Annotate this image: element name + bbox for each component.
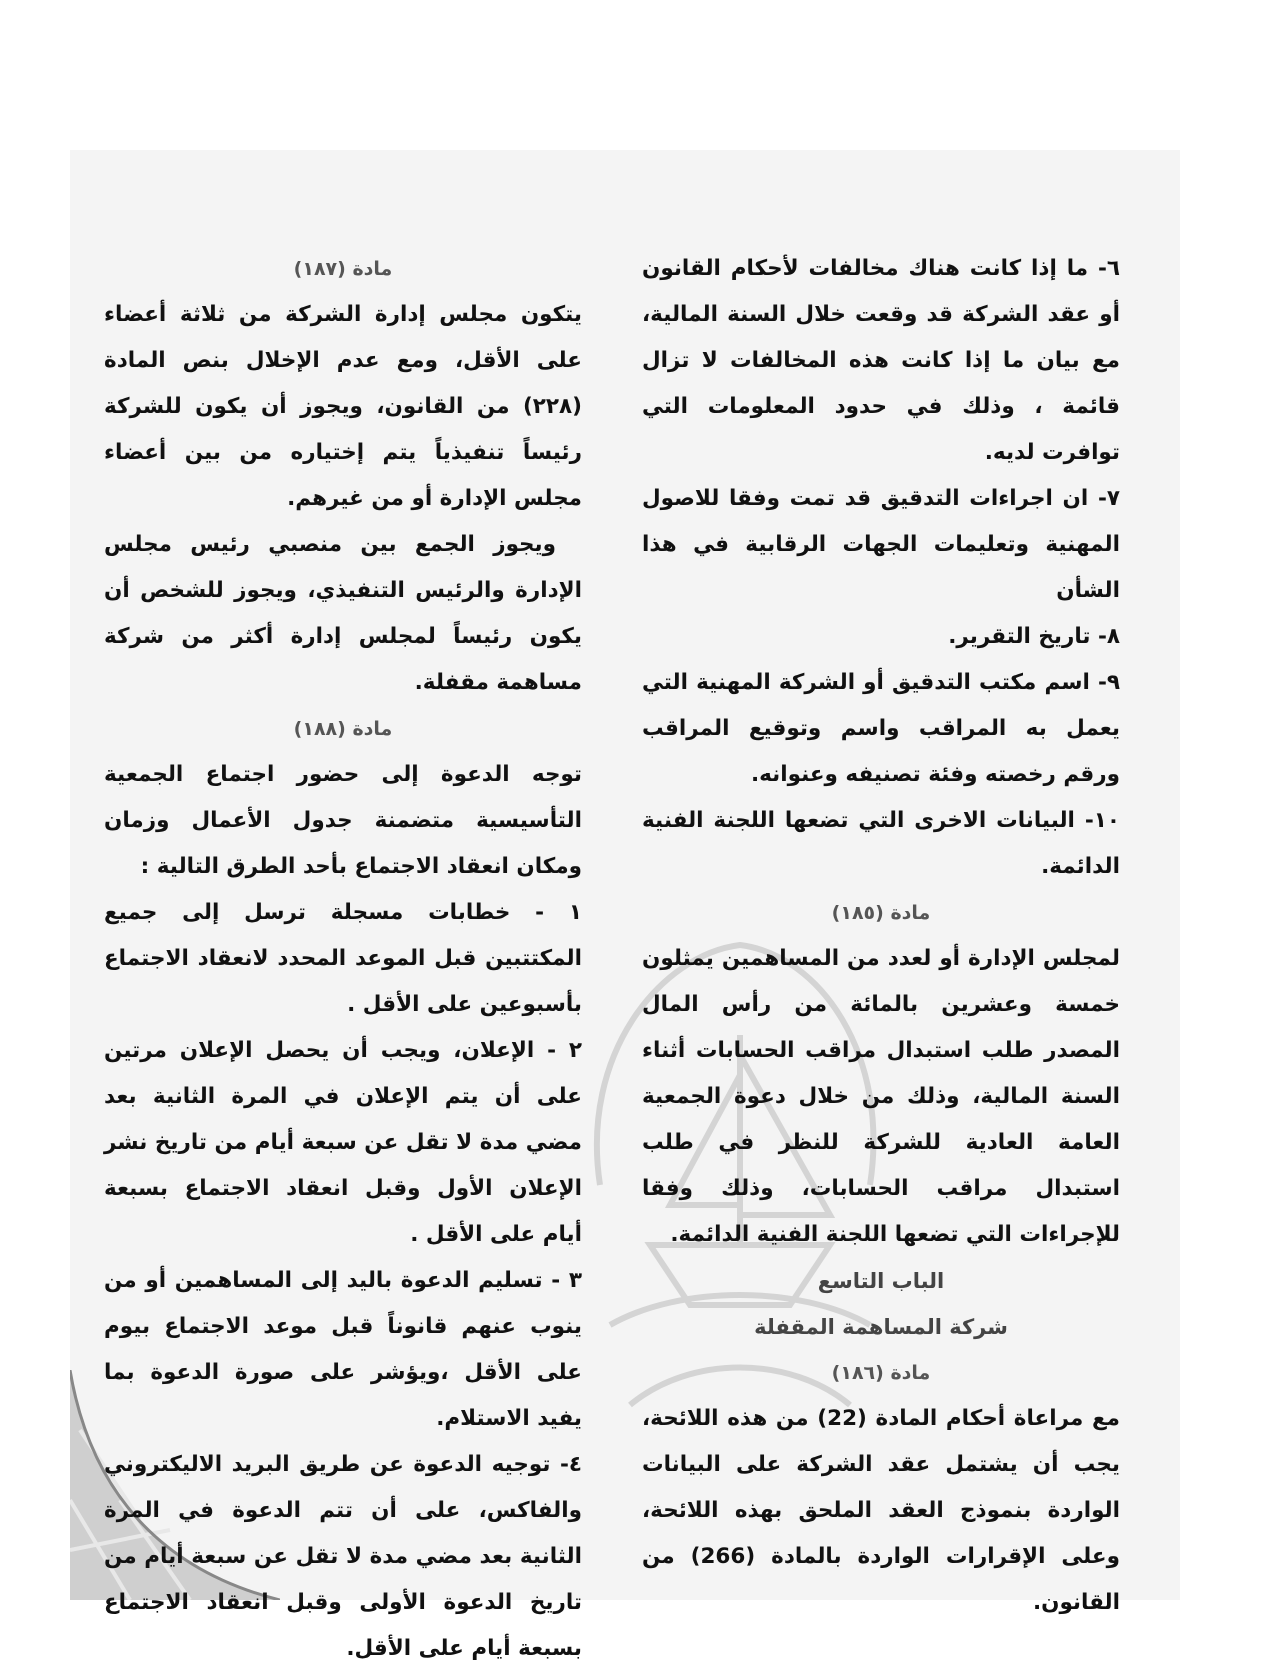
method-2: ٢ - الإعلان، ويجب أن يحصل الإعلان مرتين على أن يتم الإعلان في المرة الثانية بعد مضي مدة لا تقل عن سبعة أيام من تاريخ نشر الإعلان الأول وقبل انعقاد الاجتماع بسبعة أيام على الأقل . xyxy=(104,1038,582,1247)
item-10: ١٠- البيانات الاخرى التي تضعها اللجنة الفنية الدائمة. xyxy=(642,808,1120,879)
method-1: ١ - خطابات مسجلة ترسل إلى جميع المكتتبين قبل الموعد المحدد لانعقاد الاجتماع بأسبوعين على الأقل . xyxy=(104,900,582,1017)
item-8: ٨- تاريخ التقرير. xyxy=(948,624,1120,649)
item-7: ٧- ان اجراءات التدقيق قد تمت وفقا للاصول المهنية وتعليمات الجهات الرقابية في هذا الشأن xyxy=(642,486,1120,603)
method-4: ٤- توجيه الدعوة عن طريق البريد الاليكتروني والفاكس، على أن تتم الدعوة في المرة الثانية بعد مضي مدة لا تقل عن سبعة أيام من تاريخ الدعوة الأولى وقبل انعقاد الاجتماع بسبعة أيام على الأقل. xyxy=(104,1452,582,1661)
article-188-heading: مادة (١٨٨) xyxy=(293,718,393,740)
article-186-body: مع مراعاة أحكام المادة (22) من هذه اللائحة، يجب أن يشتمل عقد الشركة على البيانات الواردة بنموذج العقد الملحق بهذه اللائحة، وعلى الإقرارات الواردة بالمادة (266) من القانون. xyxy=(642,1406,1120,1615)
article-185-body: لمجلس الإدارة أو لعدد من المساهمين يمثلون خمسة وعشرين بالمائة من رأس المال المصدر طلب استبدال مراقب الحسابات أثناء السنة المالية، وذلك من خلال دعوة الجمعية العامة العادية للشركة للنظر في طلب استبدال مراقب الحسابات، وذلك وفقا للإجراءات التي تضعها اللجنة الفنية الدائمة. xyxy=(642,946,1120,1247)
right-column xyxy=(642,246,1120,1626)
article-186-heading: مادة (١٨٦) xyxy=(831,1362,931,1384)
article-187-heading: مادة (١٨٧) xyxy=(293,258,393,280)
article-185-heading: مادة (١٨٥) xyxy=(831,902,931,924)
chapter-subtitle: شركة المساهمة المقفلة xyxy=(754,1315,1008,1339)
article-187-body: يتكون مجلس إدارة الشركة من ثلاثة أعضاء على الأقل، ومع عدم الإخلال بنص المادة (٢٢٨) من القانون، ويجوز أن يكون للشركة رئيساً تنفيذياً يتم إختياره من بين أعضاء مجلس الإدارة أو من غيرهم. xyxy=(104,302,582,511)
method-3: ٣ - تسليم الدعوة باليد إلى المساهمين أو من ينوب عنهم قانوناً قبل موعد الاجتماع بيوم على الأقل ،ويؤشر على صورة الدعوة بما يفيد الاستلام. xyxy=(104,1268,582,1431)
item-9: ٩- اسم مكتب التدقيق أو الشركة المهنية التي يعمل به المراقب واسم وتوقيع المراقب ورقم رخصته وفئة تصنيفه وعنوانه. xyxy=(642,670,1120,787)
chapter-heading: الباب التاسع xyxy=(817,1269,945,1293)
article-188-body: توجه الدعوة إلى حضور اجتماع الجمعية التأسيسية متضمنة جدول الأعمال وزمان ومكان انعقاد الاجتماع بأحد الطرق التالية : xyxy=(104,762,582,879)
item-6: ٦- ما إذا كانت هناك مخالفات لأحكام القانون أو عقد الشركة قد وقعت خلال السنة المالية، مع بيان ما إذا كانت هذه المخالفات لا تزال قائمة ، وذلك في حدود المعلومات التي توافرت لديه. xyxy=(642,256,1120,465)
article-187-body-2: ويجوز الجمع بين منصبي رئيس مجلس الإدارة والرئيس التنفيذي، ويجوز للشخص أن يكون رئيساً لمجلس إدارة أكثر من شركة مساهمة مقفلة. xyxy=(104,532,582,695)
left-column xyxy=(104,246,582,1672)
